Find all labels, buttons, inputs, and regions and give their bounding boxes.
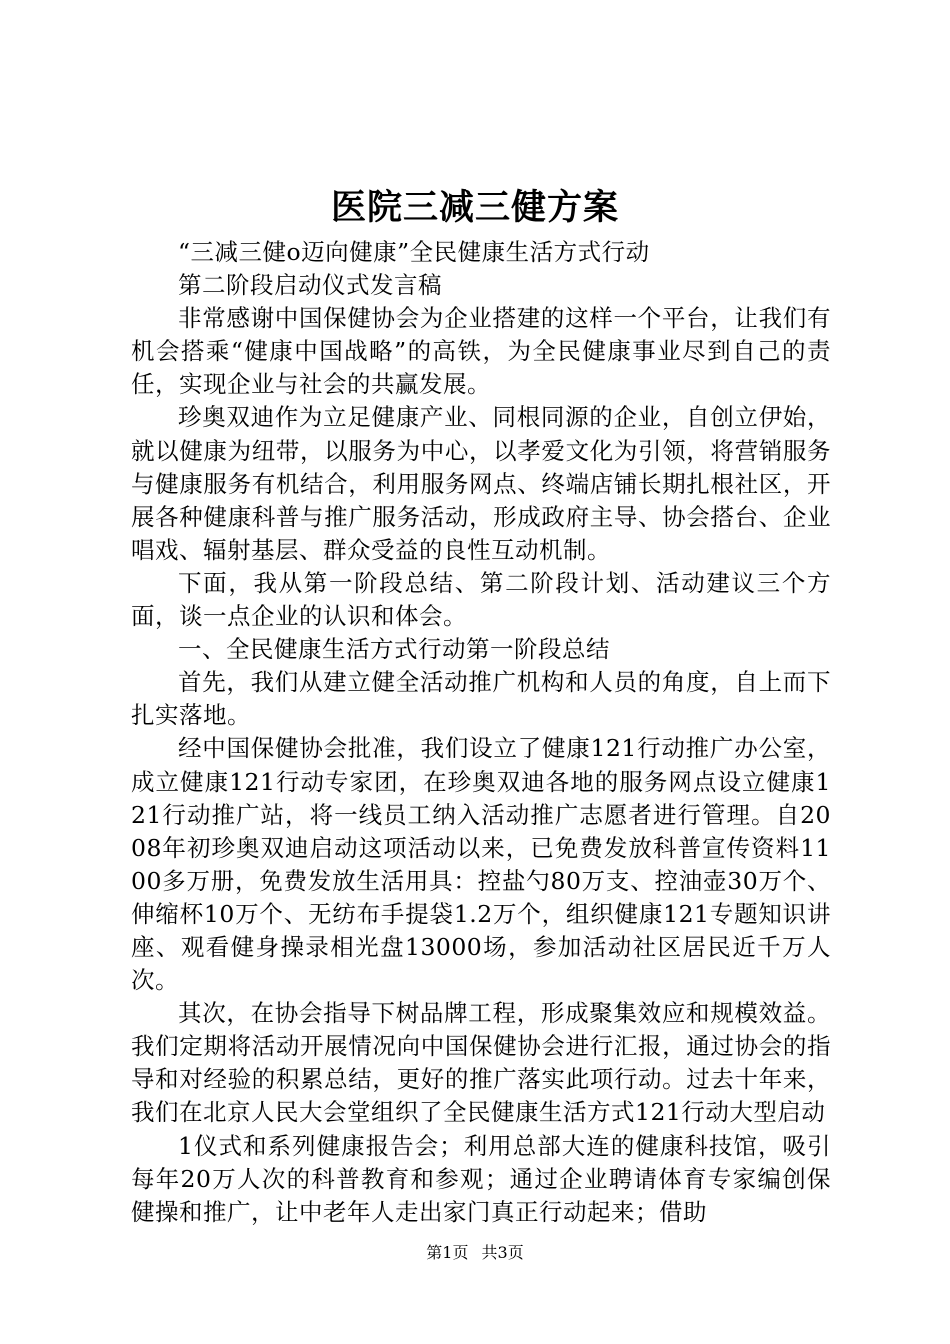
document-body bbox=[131, 236, 831, 1229]
body-paragraph: 非常感谢中国保健协会为企业搭建的这样一个平台，让我们有机会搭乘“健康中国战略”的高铁，为全民健康事业尽到自己的责任，实现企业与社会的共赢发展。 bbox=[131, 304, 831, 399]
section-heading: 一、全民健康生活方式行动第一阶段总结 bbox=[178, 635, 610, 664]
body-paragraph: 首先，我们从建立健全活动推广机构和人员的角度，自上而下扎实落地。 bbox=[131, 668, 831, 730]
page-number: 第1页 bbox=[426, 1243, 469, 1262]
page-footer bbox=[0, 1242, 950, 1264]
page-total: 共3页 bbox=[481, 1243, 524, 1262]
body-paragraph: 其次，在协会指导下树品牌工程，形成聚集效应和规模效益。我们定期将活动开展情况向中国保健协会进行汇报，通过协会的指导和对经验的积累总结，更好的推广落实此项行动。过去十年来，我们在北京人民大会堂组织了全民健康生活方式121行动大型启动 bbox=[131, 999, 831, 1127]
body-paragraph: “三减三健ο迈向健康”全民健康生活方式行动 bbox=[178, 238, 650, 266]
body-paragraph: 下面，我从第一阶段总结、第二阶段计划、活动建议三个方面，谈一点企业的认识和体会。 bbox=[131, 568, 831, 631]
body-paragraph: 珍奥双迪作为立足健康产业、同根同源的企业，自创立伊始，就以健康为纽带，以服务为中心，以孝爱文化为引领，将营销服务与健康服务有机结合，利用服务网点、终端店铺长期扎根社区，开展各种健康科普与推广服务活动，形成政府主导、协会搭台、企业唱戏、辐射基层、群众受益的良性互动机制。 bbox=[131, 403, 831, 564]
body-paragraph: 1仪式和系列健康报告会；利用总部大连的健康科技馆，吸引每年20万人次的科普教育和参观；通过企业聘请体育专家编创保健操和推广，让中老年人走出家门真正行动起来；借助 bbox=[131, 1131, 831, 1226]
body-paragraph: 第二阶段启动仪式发言稿 bbox=[178, 271, 442, 300]
body-paragraph: 经中国保健协会批准，我们设立了健康121行动推广办公室，成立健康121行动专家团，在珍奥双迪各地的服务网点设立健康121行动推广站，将一线员工纳入活动推广志愿者进行管理。自2008年初珍奥双迪启动这项活动以来，已免费发放科普宣传资料1100多万册，免费发放生活用具：控盐勺80万支、控油壶30万个、伸缩杯10万个、无纺布手提袋1.2万个，组织健康121专题知识讲座、观看健身操录相光盘13000场，参加活动社区居民近千万人次。 bbox=[131, 734, 831, 995]
document-title: 医院三减三健方案 bbox=[330, 187, 619, 228]
